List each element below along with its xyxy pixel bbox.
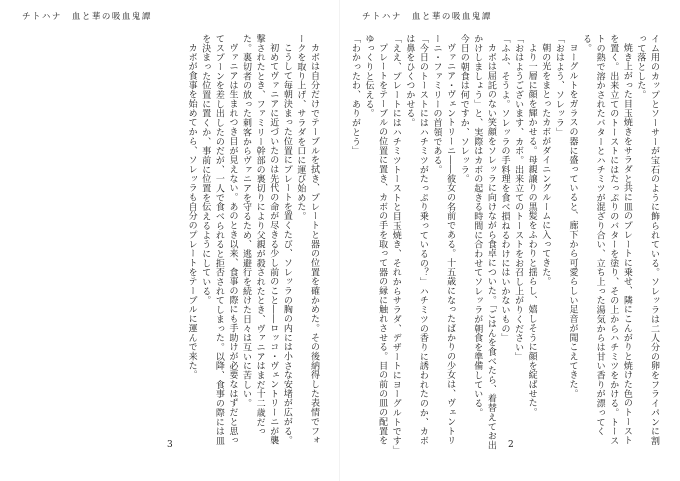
- paragraph: より一層に顔を輝かせる。母親譲りの黒髪をふわりと揺らし、嬉しそうに顔を綻ばせた。: [526, 43, 537, 417]
- paragraph: カボは自分だけでテーブルを拭き、プレートと器の位置を確かめた。その後納得した表情でフォークを取り上げ、サラダを口に運び始めた。: [295, 34, 319, 446]
- paragraph: 初めてヴァニアに近づいたのは先代の命が尽きる少し前のこと――ロッコ・ヴェントリーニが襲撃されたとき、ファミリー幹部の裏切りにより父親が殺されたとき、ヴァニアはまだ十二歳だった。裏切者の放った刺客からヴァニアを守るため、逃避行を続けた日々は互いに苦しい。: [241, 34, 279, 446]
- paragraph: イム用のカップとソーサーが宝石のように飾られている。ソレッラは二人分の卵をフライパンに割って落とした。: [635, 34, 659, 446]
- paragraph: カボは屈託のない笑顔をソレッラに向けながら食卓についた。「ごはんを食べたら、着替えてお出かけしましょう」と、実際はカボの起きる時間に合わせてソレッラが朝食を準備している。: [472, 34, 496, 450]
- right-page: [340, 0, 680, 481]
- paragraph: こうして毎朝決まった位置にプレートを置くたび、ソレッラの胸の内には小さな安堵が広がる。: [281, 43, 292, 446]
- page-number-left: 3: [167, 440, 173, 450]
- paragraph: 朝の光をまとったカボがダイニングルームに入ってきた。: [540, 43, 551, 287]
- running-head-left: チトハナ 血と華の吸血鬼譚: [22, 12, 152, 22]
- dialogue-line: 「ええ、プレートにはハチミツトーストと目玉焼き、それからサラダ、デザートにヨーグルトです」: [390, 34, 401, 455]
- right-page-body: [349, 34, 660, 455]
- dialogue-line: 「おはよう、ソレッラ」: [553, 34, 564, 137]
- page-number-right: 2: [508, 440, 514, 450]
- paragraph: ヨーグルトをガラスの器に盛っていると、廊下から可愛らしい足音が聞こえてきた。: [567, 43, 578, 399]
- dialogue-line: 「おはようございます、カボ。出来立てのトーストをお召し上がりください」: [513, 34, 524, 362]
- paragraph: 焼き上がった目玉焼きをサラダと共に皿のプレートに乗せ、隣にこんがりと焼けた色のトーストを置く。出来立てのトーストにはたっぷりのバターを塗り、その上からハチミツをかける。トーストの熱で溶かされたバターとハチミツが混ざり合い、立ち上った湯気からは甘い香りが漂ってくる。: [581, 34, 632, 446]
- dialogue-line: 「わかったわ、ありがとう」: [349, 34, 360, 156]
- dialogue-line: 「今日のトーストにはハチミツがたっぷり乗っているの？」ハチミツの香りに誘われたのか、カボは鼻をひくつかせる。: [404, 34, 428, 446]
- dialogue-line: 「ふふ、そうよ。ソレッラの手料理を食べ損ねるわけにはいかないもの」: [499, 34, 510, 343]
- paragraph: カボが食事を始めてから、ソレッラも自分のプレートをテーブルに運んで来た。: [186, 43, 197, 380]
- left-page-body: [24, 34, 320, 454]
- paragraph: ヴァニアは生まれつき目が見えない。あのとき以来、食事の際にも手助けが必要なはずだと思ってスプーンを差し出したのだが、一人で食べられると拒否されてしまった。以降、食事の際には皿を決まった位置に置くか、事前に位置を伝えるようにしている。: [200, 34, 238, 446]
- dialogue-line: 今日の朝食は何ですか、ソレッラ。: [458, 34, 469, 184]
- paragraph: プレートをテーブルの位置に置き、カボの手を取って器の縁に触れさせる。目の前の皿の配置をゆっくりと伝える。: [363, 34, 388, 446]
- running-head-right: チトハナ 血と華の吸血鬼譚: [362, 12, 492, 22]
- paragraph: ヴァニア・ヴェントリーニ――彼女の名前である。十五歳になったばかりの少女は、ヴェントリーニ・ファミリーの首領である。: [431, 34, 456, 446]
